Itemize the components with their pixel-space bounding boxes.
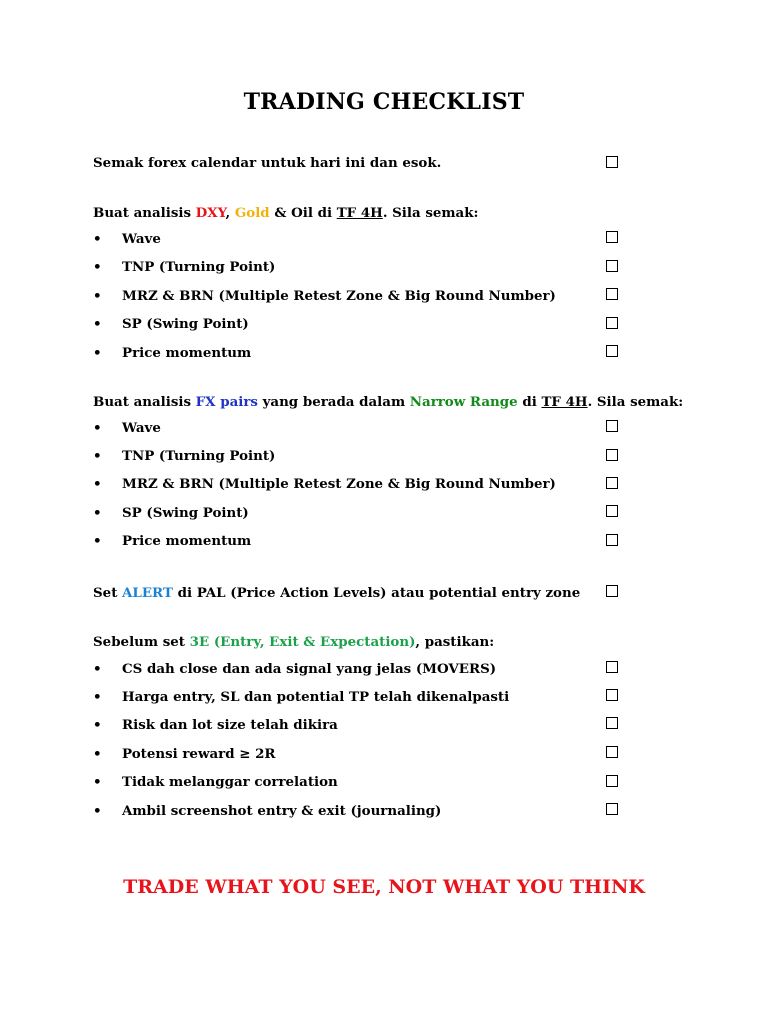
list-item-label: MRZ & BRN (Multiple Retest Zone & Big Round Number) — [122, 476, 556, 492]
checkbox-s2-sp[interactable] — [606, 505, 618, 517]
section-3-prefix: Sebelum set — [93, 634, 190, 650]
list-item-label: Risk dan lot size telah dikira — [122, 717, 338, 733]
bullet-icon: • — [93, 533, 102, 549]
bullet-icon: • — [93, 746, 102, 762]
list-item-label: Tidak melanggar correlation — [122, 774, 338, 790]
section-2-mid1: yang berada dalam — [257, 394, 410, 410]
bullet-icon: • — [93, 717, 102, 733]
list-item-label: MRZ & BRN (Multiple Retest Zone & Big Round Number) — [122, 288, 556, 304]
checkbox-s1-mrz[interactable] — [606, 288, 618, 300]
checkbox-s3-correlation[interactable] — [606, 775, 618, 787]
bullet-icon: • — [93, 316, 102, 332]
bullet-icon: • — [93, 774, 102, 790]
section-3-suffix: , pastikan: — [415, 634, 495, 650]
section-2-mid2: di — [517, 394, 542, 410]
list-item-label: CS dah close dan ada signal yang jelas (MOVERS) — [122, 661, 497, 677]
gold-label: Gold — [234, 205, 270, 221]
bullet-icon: • — [93, 259, 102, 275]
bullet-icon: • — [93, 803, 102, 819]
list-item-label: Wave — [122, 231, 161, 247]
section-1-suffix: . Sila semak: — [382, 205, 479, 221]
section-2-suffix: . Sila semak: — [587, 394, 684, 410]
alert-suffix: di PAL (Price Action Levels) atau potential entry zone — [172, 585, 581, 601]
checkbox-s2-mrz[interactable] — [606, 477, 618, 489]
checkbox-s1-momentum[interactable] — [606, 345, 618, 357]
list-item-label: Harga entry, SL dan potential TP telah dikenalpasti — [122, 689, 510, 705]
list-item-label: SP (Swing Point) — [122, 316, 249, 332]
checkbox-alert[interactable] — [606, 585, 618, 597]
checkbox-s3-screenshot[interactable] — [606, 803, 618, 815]
alert-label: ALERT — [122, 585, 173, 601]
list-item-label: Ambil screenshot entry & exit (journaling) — [122, 803, 442, 819]
narrow-range-label: Narrow Range — [409, 394, 518, 410]
tf-label: TF 4H — [541, 394, 588, 410]
checkbox-s3-entry[interactable] — [606, 689, 618, 701]
checkbox-s3-cs[interactable] — [606, 661, 618, 673]
dxy-label: DXY — [195, 205, 226, 221]
list-item-label: Potensi reward ≥ 2R — [122, 746, 276, 762]
bullet-icon: • — [93, 476, 102, 492]
list-item-label: Price momentum — [122, 345, 252, 361]
section-2-prefix: Buat analisis — [93, 394, 196, 410]
checkbox-s3-reward[interactable] — [606, 746, 618, 758]
checkbox-forex-calendar[interactable] — [606, 156, 618, 168]
checkbox-s1-sp[interactable] — [606, 317, 618, 329]
checkbox-s1-wave[interactable] — [606, 231, 618, 243]
bullet-icon: • — [93, 505, 102, 521]
section-2-heading — [93, 393, 683, 411]
checkbox-s1-tnp[interactable] — [606, 260, 618, 272]
tf-label: TF 4H — [336, 205, 383, 221]
bullet-icon: • — [93, 288, 102, 304]
bullet-icon: • — [93, 448, 102, 464]
section-1-mid: & Oil di — [269, 205, 337, 221]
bullet-icon: • — [93, 420, 102, 436]
bullet-icon: • — [93, 231, 102, 247]
bullet-icon: • — [93, 689, 102, 705]
bullet-icon: • — [93, 661, 102, 677]
3e-label: 3E (Entry, Exit & Expectation) — [189, 634, 416, 650]
alert-item — [93, 584, 580, 602]
checkbox-s2-wave[interactable] — [606, 420, 618, 432]
checkbox-s2-momentum[interactable] — [606, 534, 618, 546]
bullet-icon: • — [93, 345, 102, 361]
comma: , — [225, 205, 235, 221]
checkbox-s3-risk[interactable] — [606, 717, 618, 729]
alert-prefix: Set — [93, 585, 123, 601]
fx-pairs-label: FX pairs — [195, 394, 258, 410]
list-item-label: TNP (Turning Point) — [122, 259, 276, 275]
item-forex-calendar: Semak forex calendar untuk hari ini dan esok. — [93, 155, 442, 171]
section-3-heading — [93, 633, 494, 651]
list-item-label: Wave — [122, 420, 161, 436]
page-title: TRADING CHECKLIST — [243, 89, 525, 115]
section-1-heading — [93, 204, 478, 222]
checkbox-s2-tnp[interactable] — [606, 449, 618, 461]
list-item-label: TNP (Turning Point) — [122, 448, 276, 464]
footer-slogan: TRADE WHAT YOU SEE, NOT WHAT YOU THINK — [123, 876, 645, 898]
section-1-prefix: Buat analisis — [93, 205, 196, 221]
list-item-label: Price momentum — [122, 533, 252, 549]
list-item-label: SP (Swing Point) — [122, 505, 249, 521]
